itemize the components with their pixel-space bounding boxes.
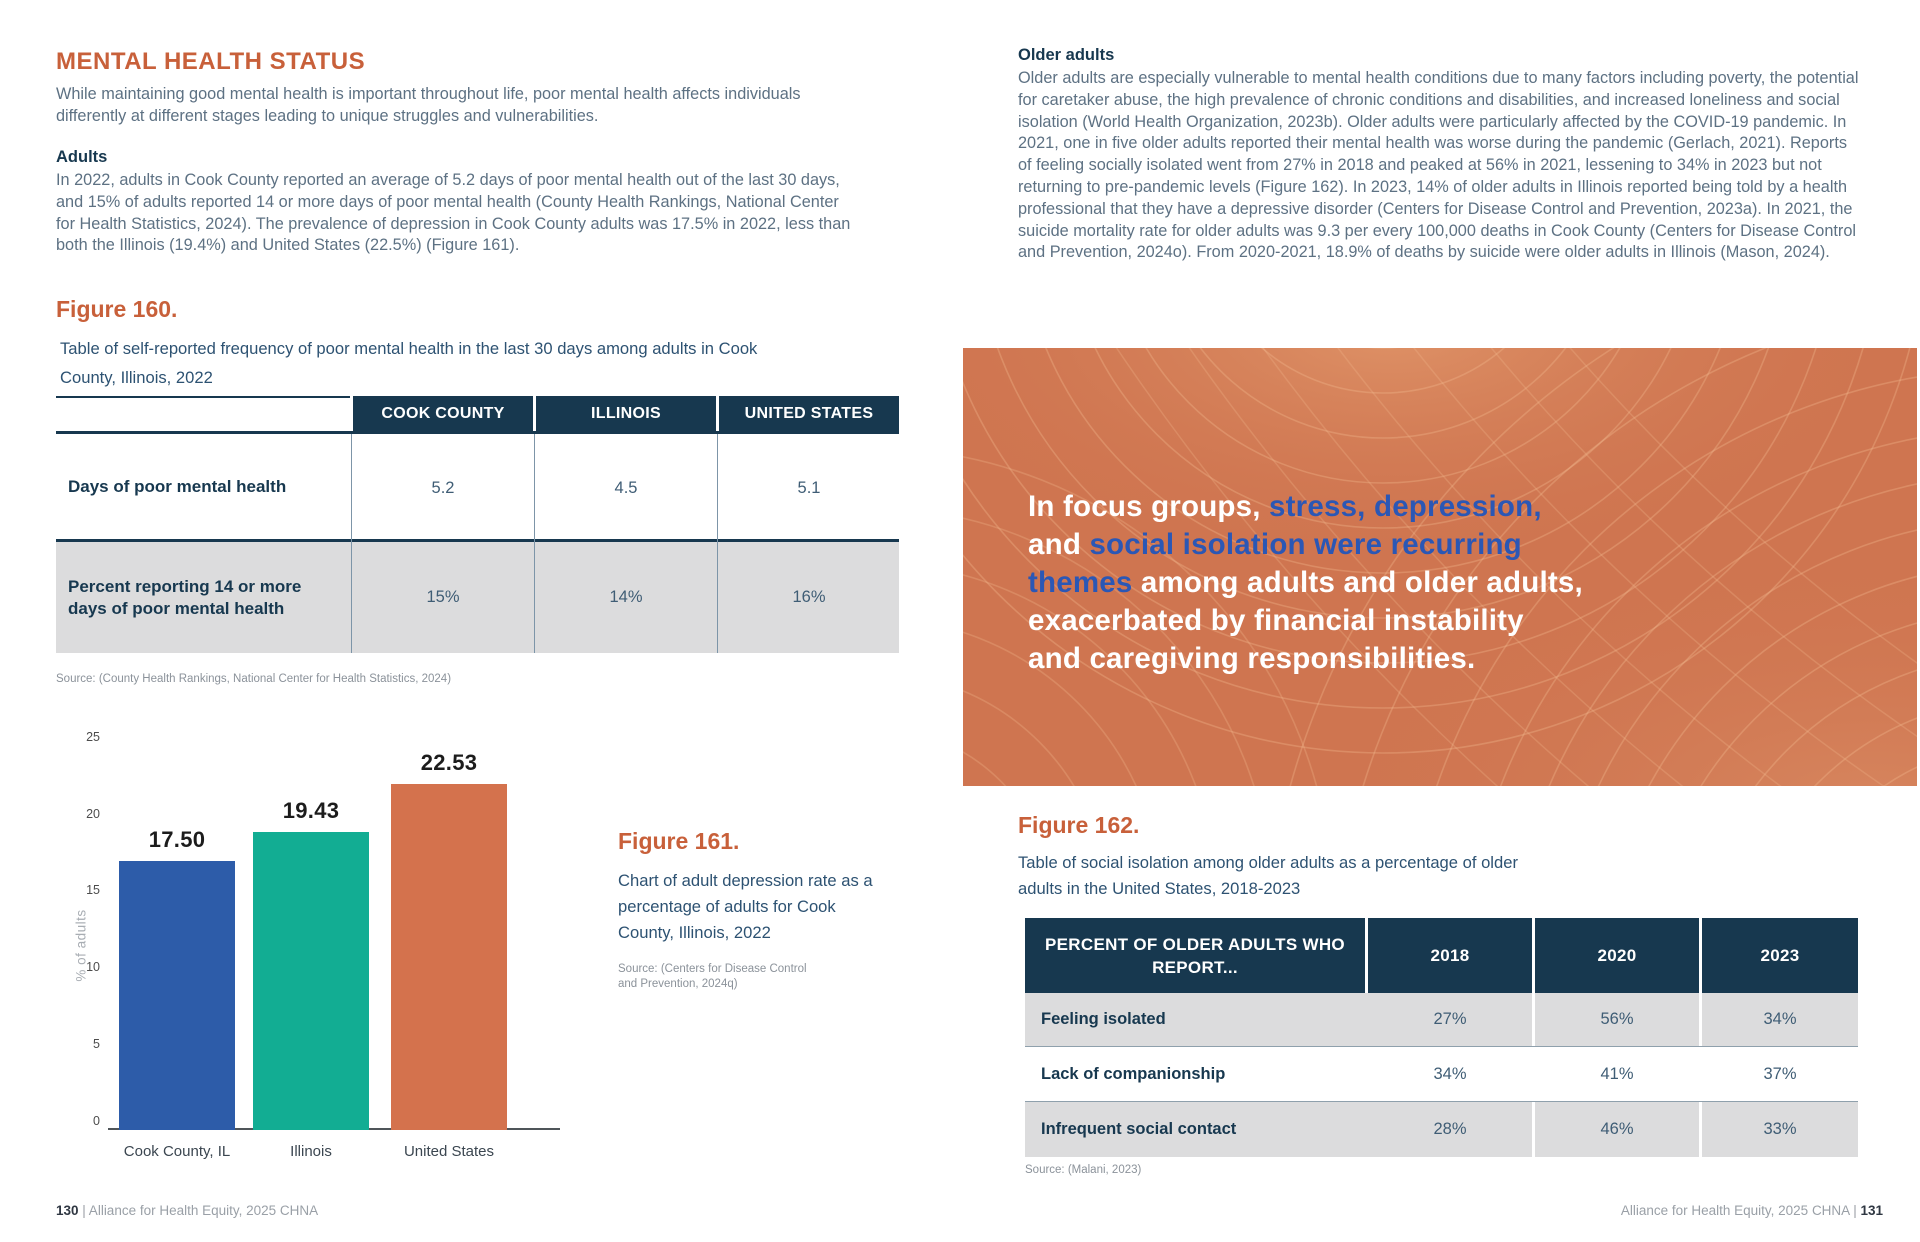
y-axis-label: % of adults: [73, 909, 89, 982]
y-tick: 25: [86, 730, 100, 744]
quote-segment: and caregiving responsibilities.: [1028, 642, 1476, 675]
quote-line: [1028, 488, 1858, 526]
figure-161-title: Figure 161.: [618, 828, 740, 854]
older-adults-heading: Older adults: [1018, 46, 1115, 64]
table-cell: 34%: [1368, 1047, 1532, 1101]
figure-162-caption: Table of social isolation among older adults as a percentage of older adults in the United States, 2018-2023: [1018, 853, 1518, 898]
quote-segment: exacerbated by financial instability: [1028, 604, 1524, 637]
y-tick: 15: [86, 883, 100, 897]
page-number: 131: [1860, 1203, 1883, 1218]
figure-161-source: Source: (Centers for Disease Control and Prevention, 2024q): [618, 963, 807, 990]
adults-heading: Adults: [56, 148, 108, 166]
bar-cook-county: [119, 827, 235, 1160]
footer-left: [56, 1203, 318, 1218]
bar-category-label: Cook County, IL: [123, 1143, 231, 1160]
quote-line: [1028, 602, 1858, 640]
y-tick: 20: [86, 807, 100, 821]
figure-160-source: Source: (County Health Rankings, National Center for Health Statistics, 2024): [56, 673, 452, 685]
quote-line: [1028, 564, 1858, 602]
y-tick: 0: [93, 1114, 100, 1128]
pull-quote-text: [1028, 488, 1858, 678]
table-cell: 28%: [1368, 1102, 1532, 1157]
row-label: Feeling isolated: [1025, 993, 1381, 1046]
table-cell: 33%: [1702, 1102, 1858, 1157]
quote-segment: and: [1028, 528, 1090, 561]
quote-segment: themes: [1028, 566, 1133, 599]
table-row: [1025, 1047, 1858, 1101]
row-label: Percent reporting 14 or more days of poor mental health: [68, 576, 302, 618]
figure-162-table: [1025, 918, 1858, 1158]
table-row: [1025, 993, 1858, 1046]
quote-segment: In focus groups,: [1028, 490, 1270, 523]
quote-line: [1028, 526, 1858, 564]
bar-category-label: Illinois: [290, 1143, 332, 1160]
column-header-report: PERCENT OF OLDER ADULTS WHO REPORT...: [1025, 918, 1365, 993]
table-row: [1025, 1102, 1858, 1157]
table-cell: 27%: [1368, 993, 1532, 1046]
footer-label: | Alliance for Health Equity, 2025 CHNA: [82, 1203, 319, 1218]
bar-category-label: United States: [403, 1143, 495, 1160]
figure-160-title: Figure 160.: [56, 296, 178, 322]
figure-162-source: Source: (Malani, 2023): [1025, 1164, 1142, 1176]
bar-value-label: 22.53: [420, 749, 478, 775]
table-cell: 16%: [792, 588, 826, 606]
column-header-illinois: ILLINOIS: [536, 396, 716, 431]
figure-161-caption: Chart of adult depression rate as a percentage of adults for Cook County, Illinois, 2022: [618, 871, 873, 942]
table-cell: 37%: [1702, 1047, 1858, 1101]
table-cell: 14%: [609, 588, 643, 606]
table-cell: 4.5: [614, 479, 638, 497]
column-header-2018: 2018: [1368, 918, 1532, 993]
table-cell: 56%: [1535, 993, 1699, 1046]
row-label: Infrequent social contact: [1025, 1102, 1381, 1157]
pull-quote-callout: [963, 348, 1917, 786]
quote-segment: among adults and older adults,: [1132, 566, 1583, 599]
table-divider: [534, 434, 535, 653]
column-header-2023: 2023: [1702, 918, 1858, 993]
footer-right: [1621, 1203, 1883, 1218]
table-cell: 34%: [1702, 993, 1858, 1046]
page-number: 130: [56, 1203, 79, 1218]
row-label: Days of poor mental health: [68, 476, 287, 496]
figure-160-table: [56, 396, 899, 656]
section-title: MENTAL HEALTH STATUS: [56, 48, 366, 75]
table-cell: 15%: [426, 588, 460, 606]
adults-paragraph: In 2022, adults in Cook County reported an average of 5.2 days of poor mental health out of the last 30 days, and 15% of adults reported 14 or more days of poor mental health (County Health Rankings, National Center for Health Statistics, 2024). The prevalence of depression in Cook County adults was 17.5% in 2022, less than both the Illinois (19.4%) and United States (22.5%) (Figure 161).: [56, 171, 851, 255]
table-divider: [351, 434, 352, 653]
row-label: Lack of companionship: [1025, 1047, 1381, 1101]
figure-160-caption: Table of self-reported frequency of poor mental health in the last 30 days among adults in Cook County, Illinois, 2022: [60, 339, 758, 387]
quote-line: [1028, 640, 1858, 678]
bar-united-states: [391, 749, 507, 1160]
column-header-2020: 2020: [1535, 918, 1699, 993]
bar-illinois: [253, 797, 369, 1160]
table-corner-cell: [56, 396, 350, 433]
column-header-united-states: UNITED STATES: [719, 396, 899, 431]
intro-paragraph: While maintaining good mental health is important throughout life, poor mental health affects individuals differently at different stages leading to unique struggles and vulnerabilities.: [56, 85, 801, 125]
table-cell: 41%: [1535, 1047, 1699, 1101]
bar-value-label: 19.43: [282, 797, 340, 823]
quote-segment: stress, depression,: [1269, 490, 1542, 523]
column-header-cook-county: COOK COUNTY: [353, 396, 533, 431]
depression-rate-bar-chart: [60, 730, 620, 1178]
footer-label: Alliance for Health Equity, 2025 CHNA |: [1620, 1203, 1857, 1218]
y-tick: 10: [86, 960, 100, 974]
older-adults-paragraph: Older adults are especially vulnerable to mental health conditions due to many factors including poverty, the potential for caretaker abuse, the high prevalence of chronic conditions and disabilities, and increased loneliness and social isolation (World Health Organization, 2023b). Older adults were particularly affected by the COVID-19 pandemic. In 2021, one in five older adults reported their mental health was worse during the pandemic (Gerlach, 2021). Reports of feeling socially isolated went from 27% in 2018 and peaked at 56% in 2021, lessening to 34% in 2023 but not returning to pre-pandemic levels (Figure 162). In 2023, 14% of older adults in Illinois reported being told by a health professional that they have a depressive disorder (Centers for Disease Control and Prevention, 2023a). In 2021, the suicide mortality rate for older adults was 9.3 per every 100,000 deaths in Cook County (Centers for Disease Control and Prevention, 2024o). From 2020-2021, 18.9% of deaths by suicide were older adults in Illinois (Mason, 2024).: [1018, 69, 1859, 262]
y-tick: 5: [93, 1037, 100, 1051]
quote-segment: social isolation were recurring: [1089, 528, 1522, 561]
figure-162-title: Figure 162.: [1018, 812, 1140, 838]
table-cell: 5.2: [431, 479, 455, 497]
table-cell: 5.1: [797, 479, 821, 497]
table-divider: [717, 434, 718, 653]
table-cell: 46%: [1535, 1102, 1699, 1157]
bar-value-label: 17.50: [148, 827, 206, 853]
